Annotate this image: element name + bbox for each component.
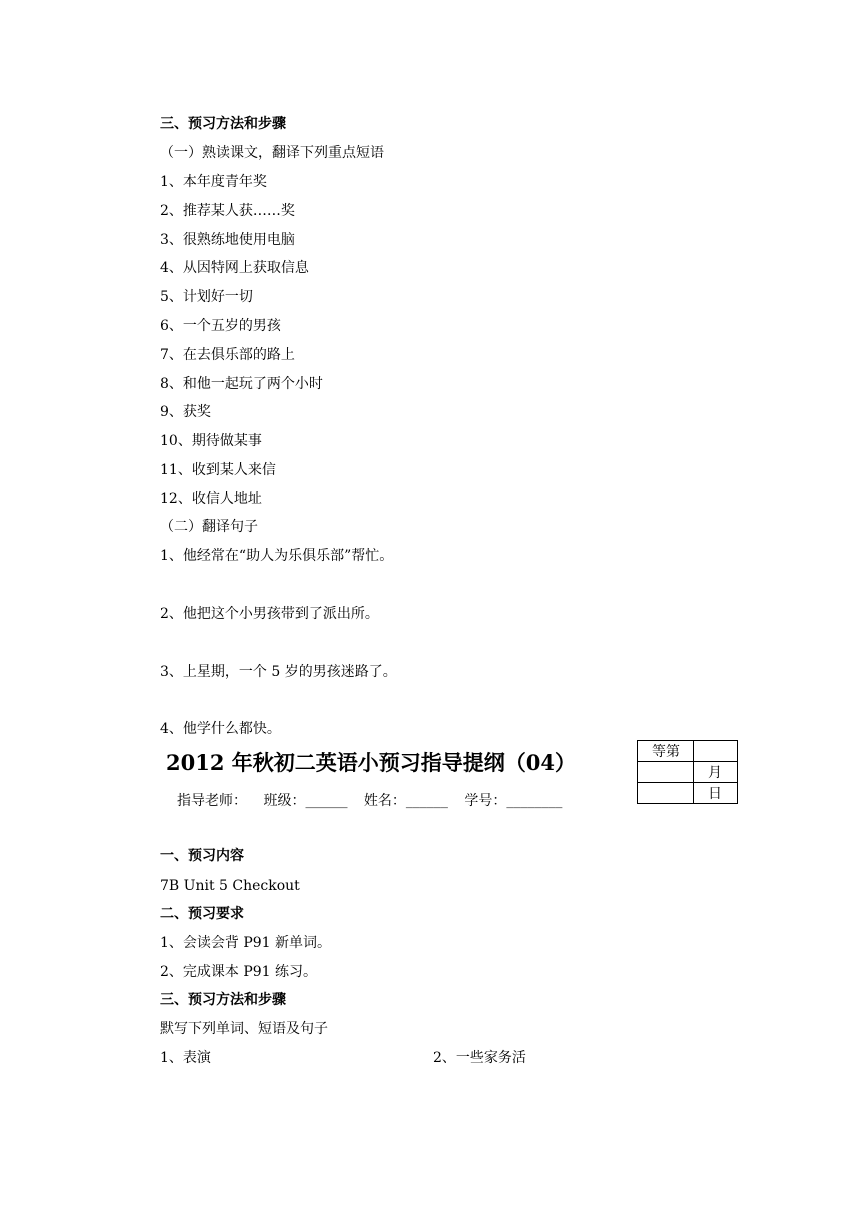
day-label: 日 xyxy=(694,783,738,804)
name-field: 姓名：______ xyxy=(363,793,448,809)
sentence-item: 3、上星期，一个 5 岁的男孩迷路了。 xyxy=(160,664,397,680)
section-heading-method-2: 三、预习方法和步骤 xyxy=(160,992,286,1008)
section-heading-requirements: 二、预习要求 xyxy=(160,906,244,922)
phrase-item: 1、本年度青年奖 xyxy=(160,174,267,190)
sentence-item: 4、他学什么都快。 xyxy=(160,721,281,737)
phrase-item: 8、和他一起玩了两个小时 xyxy=(160,376,323,392)
requirement-item: 1、会读会背 P91 新单词。 xyxy=(160,935,332,951)
dictation-item: 1、表演 xyxy=(160,1050,211,1066)
section-heading-content: 一、预习内容 xyxy=(160,848,244,864)
section-heading-method: 三、预习方法和步骤 xyxy=(160,116,286,132)
subsection-translate-phrases: （一）熟读课文，翻译下列重点短语 xyxy=(160,145,384,161)
grade-value xyxy=(694,741,738,762)
phrase-item: 12、收信人地址 xyxy=(160,491,262,507)
phrase-item: 11、收到某人来信 xyxy=(160,462,276,478)
grade-box xyxy=(637,740,738,804)
phrase-item: 2、推荐某人获……奖 xyxy=(160,203,295,219)
day-value xyxy=(638,783,694,804)
phrase-item: 10、期待做某事 xyxy=(160,433,262,449)
content-text: 7B Unit 5 Checkout xyxy=(160,878,300,894)
phrase-item: 6、一个五岁的男孩 xyxy=(160,318,281,334)
requirement-item: 2、完成课本 P91 练习。 xyxy=(160,964,318,980)
sentence-item: 2、他把这个小男孩带到了派出所。 xyxy=(160,606,379,622)
dictation-item: 2、一些家务活 xyxy=(433,1050,526,1066)
page-title: 2012 年秋初二英语小预习指导提纲（04） xyxy=(166,750,576,775)
phrase-item: 9、获奖 xyxy=(160,404,211,420)
month-value xyxy=(638,762,694,783)
phrase-item: 7、在去俱乐部的路上 xyxy=(160,347,295,363)
phrase-item: 5、计划好一切 xyxy=(160,289,253,305)
teacher-label: 指导老师： xyxy=(177,793,247,809)
sentence-item: 1、他经常在“助人为乐俱乐部”帮忙。 xyxy=(160,548,394,564)
student-info-line xyxy=(177,792,562,810)
grade-label: 等第 xyxy=(638,741,694,762)
subsection-translate-sentences: （二）翻译句子 xyxy=(160,519,258,535)
phrase-item: 4、从因特网上获取信息 xyxy=(160,260,309,276)
student-number-field: 学号：________ xyxy=(464,793,563,809)
instruction-text: 默写下列单词、短语及句子 xyxy=(160,1021,328,1037)
month-label: 月 xyxy=(694,762,738,783)
phrase-item: 3、很熟练地使用电脑 xyxy=(160,232,295,248)
class-field: 班级：______ xyxy=(263,793,348,809)
